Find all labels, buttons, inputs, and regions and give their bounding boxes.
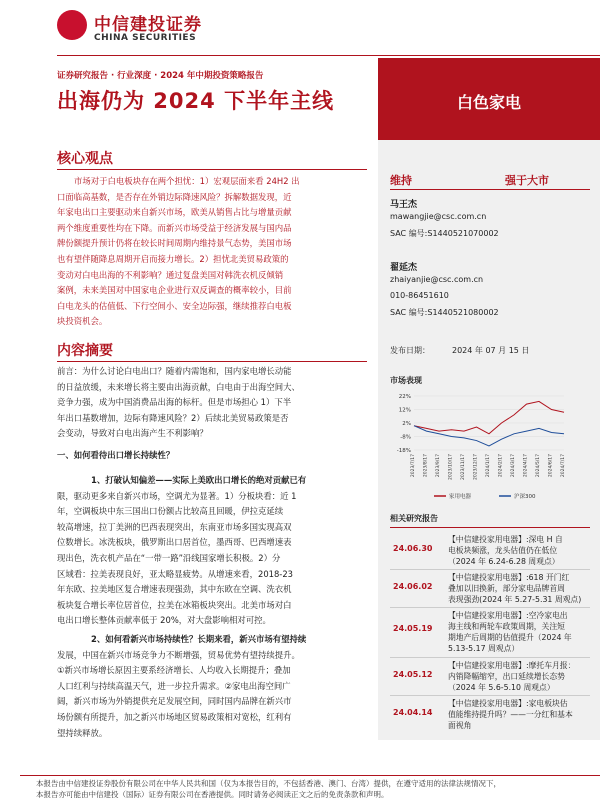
related-text: 内销降幅缩窄，出口延续增长态势 <box>448 672 565 681</box>
chart-series-line <box>414 426 564 446</box>
intro-line: 前言：为什么讨论白电出口？随着内需饱和，国内家电增长动能 <box>57 366 292 376</box>
chart-xtick-label: 2024/1/17 <box>486 454 491 478</box>
company-logo-icon <box>57 10 87 40</box>
summary-intro-block <box>57 364 367 442</box>
paragraph-one-block <box>57 473 367 629</box>
chart-xtick-label: 2023/8/17 <box>423 454 429 478</box>
chart-ytick-label: 22% <box>398 394 411 400</box>
para-line: 场份额有所提升，加之新兴市场地区贸易政策相对宽松，红利有 <box>57 711 292 722</box>
para-line: ①新兴市场增长原因主要系经济增长、人均收入长期提升；叠加 <box>57 665 291 676</box>
para-line: 阔，新兴市场为外销提供充足发展空间，同时国内品牌在新兴市 <box>57 696 292 707</box>
paragraph-two-block <box>57 632 367 741</box>
summary-heading: 内容摘要 <box>57 343 113 359</box>
core-divider <box>57 169 367 170</box>
core-line: 年家电出口主要驱动来自新兴市场，欧美从销售占比与增量贡献 <box>57 207 292 218</box>
core-line: 牌份额提升预计仍将在较长时间周期内维持景气态势，美国市场 <box>57 238 292 249</box>
para-line: 电出口增长整体贡献率低于 20%，对大盘影响相对可控。 <box>57 615 271 626</box>
para-line: 人口红利与持续高温天气，进一步拉升需求。②家电出海空间广 <box>57 680 291 691</box>
related-separator <box>390 695 590 696</box>
chart-ytick-label: -8% <box>400 434 411 441</box>
para-line: 发展，中国在新兴市场竞争力不断增强，贸易优势有望持续提升。 <box>57 649 300 660</box>
chart-xtick-label: 2024/7/17 <box>561 454 566 478</box>
related-divider <box>390 527 590 528</box>
summary-divider <box>57 361 367 362</box>
core-line: 口面临高基数，是否存在外销边际降速风险？拆解数据发现，近 <box>57 191 292 202</box>
para-line: 望持续释放。 <box>57 727 108 738</box>
analyst-sac: SAC 编号:S1440521070002 <box>390 229 499 238</box>
related-text: 表现强劲(2024 年 5.27-5.31 周观点) <box>448 595 582 604</box>
logo-chinese-text: 中信建投证券 <box>94 15 202 35</box>
core-line: 白电龙头的估值低、下行空间小、安全边际强，继续推荐白电板 <box>57 300 292 311</box>
related-text: 面视角 <box>448 721 472 730</box>
analyst-name: 马王杰 <box>390 200 418 210</box>
core-heading: 核心观点 <box>57 151 113 167</box>
market-label: 市场表现 <box>390 376 422 385</box>
sector-label: 白色家电 <box>456 93 521 112</box>
core-line: 块投资机会。 <box>57 316 108 327</box>
chart-xtick-label: 2024/3/17 <box>511 454 516 478</box>
chart-xtick-label: 2023/12/17 <box>473 454 479 480</box>
question-one-heading: 一、如何看待出口增长持续性？ <box>57 450 175 460</box>
related-text: 【中信建投家用电器】:618 开门红 <box>448 573 570 582</box>
chart-xtick-label: 2024/2/17 <box>498 454 504 478</box>
publish-date: 2024 年 07 月 15 日 <box>452 346 530 355</box>
related-text: 【中信建投家用电器】:家电板块估 <box>448 699 568 708</box>
intro-line: 年出口基数增加，边际有降速风险？2）后续北美贸易政策是否 <box>57 412 289 423</box>
related-date: 24.05.19 <box>393 624 433 633</box>
analyst-phone: 010-86451610 <box>390 291 449 300</box>
related-date: 24.06.30 <box>393 544 433 553</box>
chart-ytick-label: 2% <box>402 421 411 427</box>
chart-ytick-label: 12% <box>398 407 411 414</box>
chart-xtick-label: 2023/10/17 <box>448 454 454 480</box>
para-line: 年东欧、拉美地区复合增速表现强劲，其中东欧在空调、洗衣机 <box>57 584 292 595</box>
related-text: 【中信建投家用电器】:深电 H 自 <box>448 535 563 544</box>
rating-value: 强于大市 <box>505 174 549 187</box>
analyst-email: zhaiyanjie@csc.com.cn <box>390 275 484 284</box>
chart-legend-label: 家用电器 <box>449 494 472 500</box>
related-text: 5.13-5.17 周观点） <box>448 644 520 653</box>
footer-divider <box>20 775 600 776</box>
related-date: 24.05.12 <box>393 670 433 679</box>
related-text: 【中信建投家用电器】:空冷家电出 <box>448 611 568 620</box>
core-line: 两个维度重要性均在下降。而新兴市场受益于经济发展与国内品 <box>57 222 292 233</box>
related-text: 海主线和两轮车政策周期，关注短 <box>448 622 565 631</box>
core-line: 变动对白电出海的不利影响？通过复盘美国对韩洗衣机反倾销 <box>57 269 284 280</box>
para-line: 2、如何看新兴市场持续性？长期来看，新兴市场有望持续 <box>91 634 307 644</box>
publish-label: 发布日期： <box>390 346 430 355</box>
rating-label: 维持 <box>390 174 412 187</box>
related-text: 【中信建投家用电器】:摩托车月报： <box>448 661 576 670</box>
chart-xtick-label: 2024/6/17 <box>548 454 554 478</box>
para-line: 区域看：拉美表现良好，亚太略显疲势。从增速来看，2018-23 <box>57 568 293 579</box>
related-separator <box>390 657 590 658</box>
related-text: （2024 年 6.24-6.28 周观点） <box>448 557 560 566</box>
para-line: 板块复合增长率位居首位，拉美在冰箱板块突出。北美市场对白 <box>57 599 292 610</box>
core-line: 市场对于白电板块存在两个担忧：1）宏观层面来看 24H2 出 <box>74 176 300 186</box>
intro-line: 的日益放缓，未来增长将主要由出海贡献，白电由于出海空间大、 <box>57 381 300 392</box>
related-text: （2024 年 5.6-5.10 周观点） <box>448 683 555 692</box>
page-title: 出海仍为 2024 下半年主线 <box>57 89 335 113</box>
related-separator <box>390 569 590 570</box>
report-meta: 证券研究报告 · 行业深度 · 2024 年中期投资策略报告 <box>57 71 264 81</box>
para-line: 限，驱动更多来自新兴市场，空调尤为显著。1）分板块看：近 1 <box>57 490 297 501</box>
market-chart <box>384 388 594 508</box>
core-text-block <box>57 174 367 330</box>
analyst-sac: SAC 编号:S1440521080002 <box>390 308 499 317</box>
related-text: 叠加以旧换新，部分家电品牌首周 <box>448 584 565 593</box>
analyst-email: mawangjie@csc.com.cn <box>390 212 487 221</box>
header-divider <box>57 55 600 56</box>
intro-line: 会变动，导致对白电出海产生不利影响？ <box>57 428 208 439</box>
related-date: 24.06.02 <box>393 582 433 591</box>
related-separator <box>390 607 590 608</box>
para-line: 1、打破认知偏差——实际上美欧出口增长的绝对贡献已有 <box>91 475 307 485</box>
logo-english-text: CHINA SECURITIES <box>94 33 197 43</box>
rating-divider <box>390 189 590 190</box>
related-label: 相关研究报告 <box>390 514 438 523</box>
related-date: 24.04.14 <box>393 708 433 717</box>
related-text: 电板块频涨，龙头估值仍在低位 <box>448 546 558 555</box>
para-line: 现出色，洗衣机产品在“一带一路”沿线国家增长积极。2）分 <box>57 552 281 563</box>
chart-xtick-label: 2023/9/17 <box>436 454 441 478</box>
core-line: 案例，未来美国对中国家电企业进行双反调查的概率较小，目前 <box>57 285 292 296</box>
chart-xtick-label: 2024/4/17 <box>523 454 529 478</box>
chart-legend-label: 沪深300 <box>514 494 536 500</box>
chart-xtick-label: 2023/11/17 <box>461 454 466 480</box>
chart-xtick-label: 2023/7/17 <box>411 454 416 478</box>
related-text: 期地产后周期的估值提升（2024 年 <box>448 633 572 642</box>
chart-ytick-label: -18% <box>396 448 411 454</box>
disclaimer-line: 本报告由中信建投证券股份有限公司在中华人民共和国（仅为本报告目的，不包括香港、澳门、台湾）提供，在遵守适用的法律法规情况下， <box>36 779 501 788</box>
intro-line: 竞争力强，成为中国消费品出海的标杆。但是市场担心 1）下半 <box>57 397 292 408</box>
analyst-name: 翟延杰 <box>390 263 418 273</box>
core-line: 也有望伴随降息周期开启而接力增长。2）担忧北美贸易政策的 <box>57 253 289 264</box>
disclaimer-line: 本报告亦可能由中信建投（国际）证券有限公司在香港提供。同时请务必阅读正文之后的免责条款和声明。 <box>36 790 389 799</box>
para-line: 位数增长。冰洗板块，俄罗斯出口居首位，墨西哥、巴西增速表 <box>57 537 292 548</box>
related-text: 值能维持提升吗？——一分红和基本 <box>448 710 573 719</box>
disclaimer <box>36 778 596 800</box>
para-line: 年，空调板块中东三国出口份额占比较高且回暖，伊拉克延续 <box>57 506 284 517</box>
para-line: 较高增速，拉丁美洲的巴西表现突出，东南亚市场多国实现高双 <box>57 521 292 532</box>
chart-xtick-label: 2024/5/17 <box>536 454 541 478</box>
